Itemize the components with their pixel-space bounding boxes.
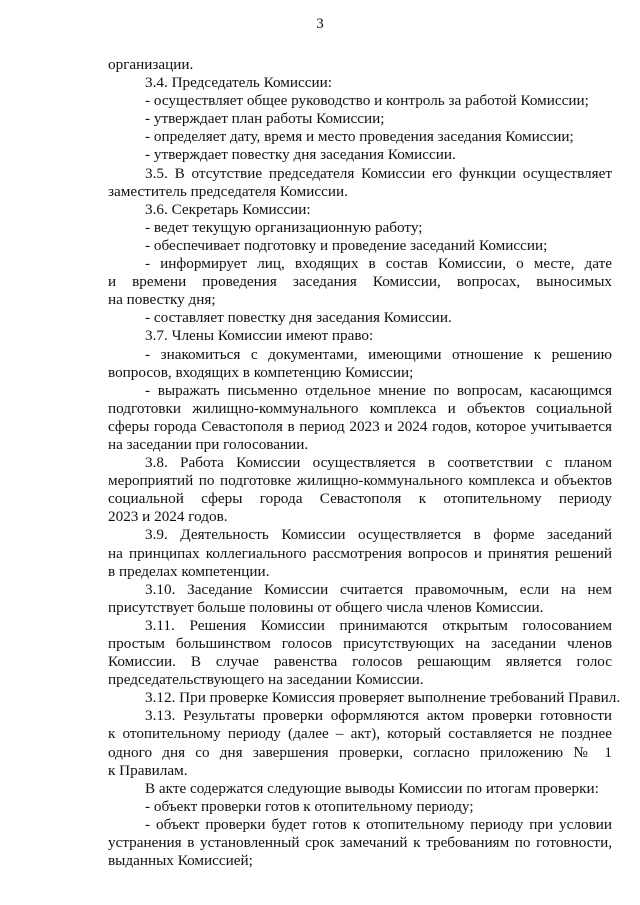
text-line: на заседании при голосовании. [108,435,309,453]
text-line: - знакомиться с документами, имеющими отношение к решению [145,345,612,363]
text-line: 3.9. Деятельность Комиссии осуществляется в форме заседаний [145,526,612,544]
text-line: - утверждает повестку дня заседания Комиссии. [145,146,456,164]
text-line: 3.8. Работа Комиссии осуществляется в соответствии с планом [145,454,612,472]
text-line: социальной сферы города Севастополя к отопительному периоду [108,490,612,508]
text-line: В акте содержатся следующие выводы Комиссии по итогам проверки: [145,779,599,797]
text-line: вопросов, входящих в компетенцию Комиссии; [108,363,414,381]
text-line: 3.13. Результаты проверки оформляются актом проверки готовности [145,707,612,725]
text-line: к отопительному периоду (далее – акт), который составляется не позднее [108,725,612,743]
text-line: организации. [108,56,194,73]
text-line: подготовки жилищно-коммунального комплекса и объектов социальной [108,399,612,417]
text-line: - выражать письменно отдельное мнение по вопросам, касающимся [145,381,612,399]
text-line: - утверждает план работы Комиссии; [145,110,385,128]
text-line: председательствующего на заседании Комиссии. [108,671,424,689]
text-line: мероприятий по подготовке жилищно-коммунального комплекса и объектов [108,472,612,490]
text-line: - осуществляет общее руководство и контроль за работой Комиссии; [145,92,589,110]
page-number: 3 [316,16,324,32]
text-line: присутствует больше половины от общего числа членов Комиссии. [108,598,544,616]
text-line: заместитель председателя Комиссии. [108,182,348,200]
text-line: и времени проведения заседания Комиссии, вопросах, выносимых [108,273,612,291]
text-line: в пределах компетенции. [108,562,270,580]
text-line: устранения в установленный срок замечаний к требованиям по готовности, [108,834,612,852]
text-line: 3.5. В отсутствие председателя Комиссии его функции осуществляет [145,164,612,182]
text-line: на повестку дня; [108,291,216,309]
text-line: к Правилам. [108,761,188,779]
text-line: 3.4. Председатель Комиссии: [145,74,333,92]
text-line: - определяет дату, время и место проведения заседания Комиссии; [145,128,574,146]
text-line: одного дня со дня завершения проверки, согласно приложению № 1 [108,743,612,761]
document-body [108,56,621,870]
text-line: 3.10. Заседание Комиссии считается правомочным, если на нем [145,580,612,598]
text-line: 3.7. Члены Комиссии имеют право: [145,327,374,345]
text-line: - информирует лиц, входящих в состав Комиссии, о месте, дате [145,255,612,273]
text-line: простым большинством голосов присутствующих на заседании членов [108,635,612,652]
text-line: - составляет повестку дня заседания Комиссии. [145,309,452,327]
text-line: - обеспечивает подготовку и проведение заседаний Комиссии; [145,236,548,254]
text-line: Комиссии. В случае равенства голосов решающим является голос [108,653,612,671]
text-line: выданных Комиссией; [108,852,253,870]
text-line: сферы города Севастополя в период 2023 и 2024 годов, которое учитывается [108,417,612,435]
text-line: на принципах коллегиального рассмотрения вопросов и принятия решений [108,544,612,562]
text-line: - ведет текущую организационную работу; [145,218,423,236]
text-line: 3.6. Секретарь Комиссии: [145,200,311,218]
text-line: 3.11. Решения Комиссии принимаются открытым голосованием [145,616,612,634]
text-line: 3.12. При проверке Комиссия проверяет выполнение требований Правил. [145,689,621,707]
text-line: - объект проверки готов к отопительному периоду; [145,797,474,815]
text-line: 2023 и 2024 годов. [108,508,228,526]
text-line: - объект проверки будет готов к отопительному периоду при условии [145,815,612,833]
